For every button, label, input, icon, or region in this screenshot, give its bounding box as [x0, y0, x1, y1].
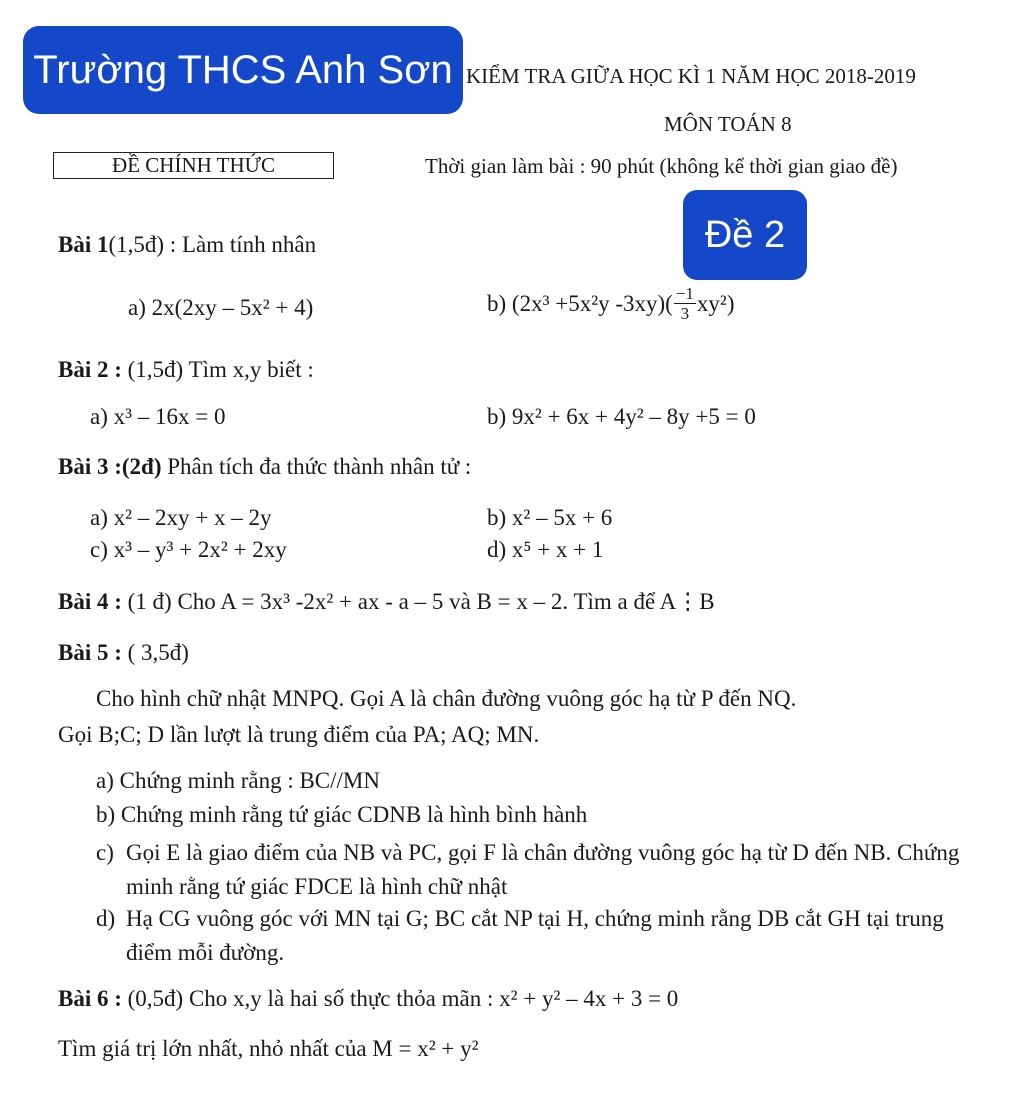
bai5-d-text: Hạ CG vuông góc với MN tại G; BC cắt NP tại H, chứng minh rằng DB cắt GH tại trung điểm mỗi đường.	[126, 906, 944, 965]
bai4-label: Bài 4 :	[58, 589, 122, 614]
school-name-badge: Trường THCS Anh Sơn	[23, 26, 463, 114]
bai3-item-d	[487, 537, 603, 563]
bai3-b-expr: x² – 5x + 6	[511, 505, 613, 530]
bai1-points: (1,5đ)	[108, 232, 165, 257]
item-label: a)	[128, 295, 146, 320]
bai1-heading	[58, 232, 316, 258]
item-label: b)	[487, 290, 507, 316]
bai2-rest: (1,5đ) Tìm x,y biết :	[121, 357, 314, 382]
item-label: a)	[90, 505, 108, 530]
item-label: b)	[487, 404, 507, 429]
item-label: a)	[90, 404, 108, 429]
bai5-b-text: Chứng minh rằng tứ giác CDNB là hình bình hành	[120, 802, 588, 827]
bai4-line	[58, 589, 715, 615]
bai2-item-a	[90, 404, 226, 430]
bai1-a-expr: 2x(2xy – 5x² + 4)	[151, 295, 314, 320]
bai3-a-expr: x² – 2xy + x – 2y	[113, 505, 272, 530]
bai2-item-b	[487, 404, 756, 430]
bai5-points: ( 3,5đ)	[121, 640, 189, 665]
bai1-item-b	[487, 285, 734, 322]
bai3-item-a	[90, 505, 272, 531]
bai1-prompt: : Làm tính nhân	[164, 232, 317, 257]
bai5-heading	[58, 640, 189, 666]
bai5-c-text: Gọi E là giao điểm của NB và PC, gọi F là chân đường vuông góc hạ từ D đến NB. Chứng minh rằng tứ giác FDCE là hình chữ nhật	[126, 840, 960, 899]
bai2-b-expr: 9x² + 6x + 4y² – 8y +5 = 0	[511, 404, 756, 429]
official-label-box	[53, 152, 334, 179]
bai3-rest: Phân tích đa thức thành nhân tử :	[161, 454, 472, 479]
bai1-b-expr-suffix: xy²)	[696, 290, 735, 316]
item-label: b)	[487, 505, 507, 530]
bai3-d-expr: x⁵ + x + 1	[511, 537, 604, 562]
bai5-item-a	[96, 768, 380, 794]
bai1-item-a	[128, 295, 313, 321]
fraction-numerator: −1	[675, 284, 694, 303]
bai3-item-c	[90, 537, 287, 563]
exam-code-badge: Đề 2	[683, 190, 807, 280]
bai5-intro-line1: Cho hình chữ nhật MNPQ. Gọi A là chân đường vuông góc hạ từ P đến NQ.	[96, 686, 797, 711]
bai5-a-text: Chứng minh rằng : BC//MN	[119, 768, 380, 793]
item-label: c)	[90, 537, 108, 562]
bai6-label: Bài 6 :	[58, 986, 122, 1011]
bai5-item-b	[96, 802, 587, 828]
item-label: d)	[487, 537, 507, 562]
bai6-line1	[58, 986, 678, 1012]
item-label: c)	[96, 840, 114, 865]
fraction	[674, 285, 696, 322]
official-label: ĐỀ CHÍNH THỨC	[112, 153, 275, 177]
item-label: b)	[96, 802, 116, 827]
item-label: a)	[96, 768, 114, 793]
bai2-heading	[58, 357, 314, 383]
bai1-b-expr-prefix: (2x³ +5x²y -3xy)(	[511, 290, 673, 316]
bai5-item-d	[96, 902, 976, 970]
subject-title: MÔN TOÁN 8	[664, 112, 792, 136]
bai5-item-c	[96, 836, 976, 904]
fraction-denominator: 3	[680, 304, 690, 323]
bai1-label: Bài 1	[58, 232, 109, 257]
bai3-label: Bài 3 :(2đ)	[58, 454, 162, 479]
bai3-heading	[58, 454, 471, 480]
bai5-label: Bài 5 :	[58, 640, 122, 665]
exam-title: KIỂM TRA GIỮA HỌC KÌ 1 NĂM HỌC 2018-2019	[466, 64, 916, 88]
bai4-rest: (1 đ) Cho A = 3x³ -2x² + ax - a – 5 và B = x – 2. Tìm a để A⋮B	[121, 589, 715, 614]
bai6-rest: (0,5đ) Cho x,y là hai số thực thỏa mãn : x² + y² – 4x + 3 = 0	[121, 986, 679, 1011]
time-note: Thời gian làm bài : 90 phút (không kể thời gian giao đề)	[425, 154, 898, 178]
bai2-label: Bài 2 :	[58, 357, 122, 382]
bai2-a-expr: x³ – 16x = 0	[113, 404, 226, 429]
bai3-c-expr: x³ – y³ + 2x² + 2xy	[113, 537, 287, 562]
bai3-item-b	[487, 505, 612, 531]
bai5-intro-line2: Gọi B;C; D lần lượt là trung điểm của PA; AQ; MN.	[58, 722, 540, 747]
item-label: d)	[96, 906, 116, 931]
bai6-line2: Tìm giá trị lớn nhất, nhỏ nhất của M = x² + y²	[58, 1036, 479, 1061]
